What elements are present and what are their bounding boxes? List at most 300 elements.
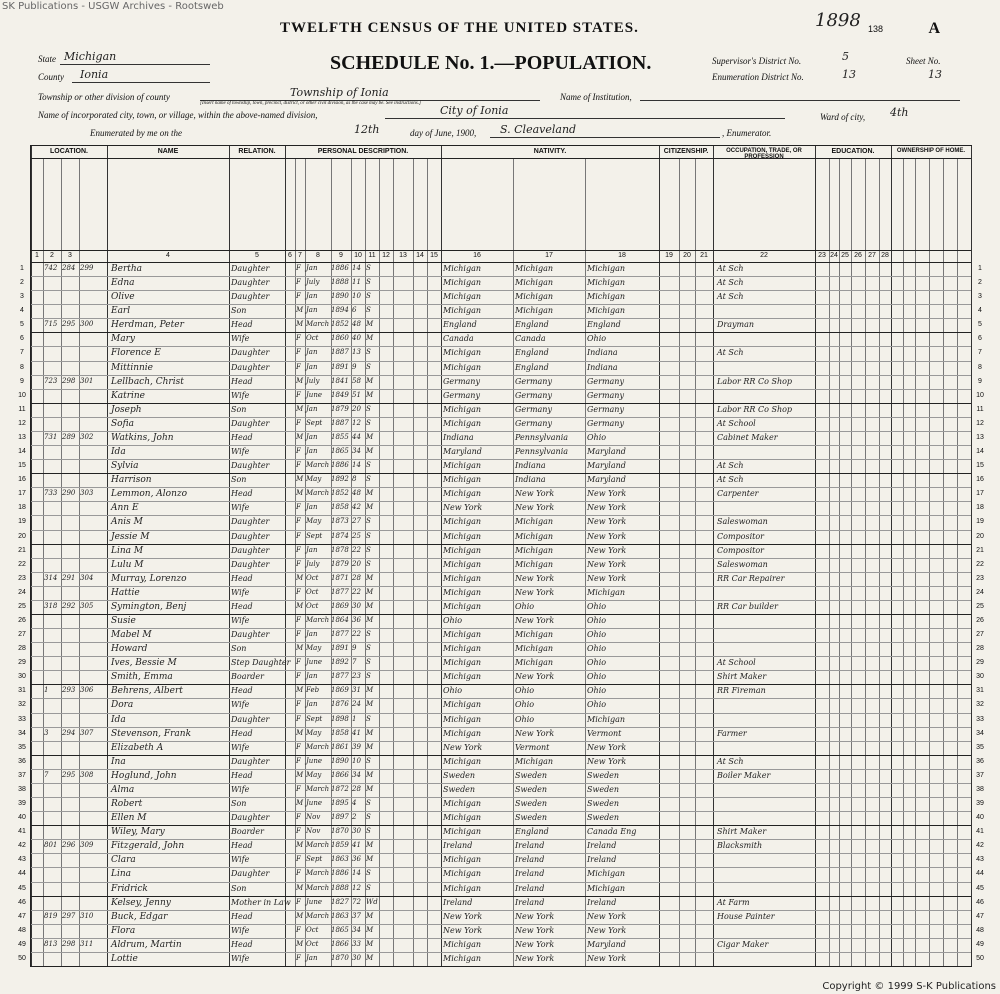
row-number: 32 xyxy=(976,701,984,709)
cell-occ: At Sch xyxy=(717,461,744,471)
row-number: 6 xyxy=(978,335,982,343)
cell-s: S xyxy=(366,306,371,315)
cell-year: 1827 xyxy=(331,897,349,906)
cell-house: 801 xyxy=(44,841,58,850)
cell-pob: Maryland xyxy=(443,447,482,457)
cell-pobf: Michigan xyxy=(515,278,553,288)
cell-pobm: Indiana xyxy=(587,348,618,358)
column-number: 3 xyxy=(68,252,72,259)
cell-age: 44 xyxy=(352,432,361,441)
cell-age: 10 xyxy=(352,292,361,301)
row-number: 31 xyxy=(976,687,984,695)
cell-rel: Head xyxy=(231,489,253,499)
row-number: 26 xyxy=(18,617,26,624)
cell-pob: Canada xyxy=(443,334,474,344)
cell-year: 1886 xyxy=(331,264,349,272)
cell-pobf: Ohio xyxy=(515,601,535,611)
row-number: 38 xyxy=(976,785,984,793)
cell-fam: 301 xyxy=(80,376,94,385)
cell-dwell: 294 xyxy=(62,728,76,737)
cell-sex: F xyxy=(296,869,301,878)
cell-s: M xyxy=(366,841,374,850)
column-number: 11 xyxy=(368,252,376,259)
row-number: 44 xyxy=(976,870,984,878)
cell-rel: Daughter xyxy=(231,362,270,372)
row-number: 47 xyxy=(976,912,984,920)
cell-year: 1863 xyxy=(331,911,349,920)
row-number: 43 xyxy=(18,856,26,864)
row-number: 33 xyxy=(18,715,26,723)
cell-s: M xyxy=(366,728,374,737)
cell-pobm: New York xyxy=(587,531,627,541)
cell-name: Edna xyxy=(111,278,135,289)
section-education: EDUCATION. xyxy=(831,148,875,155)
cell-pob: Michigan xyxy=(443,700,481,710)
cell-year: 1887 xyxy=(331,348,349,357)
cell-year: 1872 xyxy=(331,784,349,793)
row-number: 8 xyxy=(978,363,982,371)
cell-s: M xyxy=(366,742,374,751)
cell-age: 42 xyxy=(352,503,361,512)
cell-pobf: Vermont xyxy=(515,742,550,752)
row-number: 17 xyxy=(18,490,26,498)
cell-occ: Compositor xyxy=(717,545,764,555)
cell-rel: Wife xyxy=(231,784,250,794)
cell-name: Fridrick xyxy=(111,883,148,894)
column-number: 9 xyxy=(339,252,343,259)
cell-month: March xyxy=(306,742,330,751)
cell-month: June xyxy=(306,897,322,906)
cell-year: 1897 xyxy=(331,813,349,822)
cell-age: 24 xyxy=(352,700,361,709)
cell-pobm: Ohio xyxy=(587,432,607,442)
cell-fam: 306 xyxy=(80,686,94,695)
cell-sex: F xyxy=(296,348,301,357)
cell-name: Hattie xyxy=(111,587,140,598)
cell-month: May xyxy=(306,475,322,484)
cell-s: M xyxy=(366,616,374,624)
cell-pobm: Sweden xyxy=(587,799,620,809)
cell-name: Sofia xyxy=(111,418,134,429)
row-number: 30 xyxy=(18,673,26,681)
cell-year: 1870 xyxy=(331,827,349,836)
cell-year: 1877 xyxy=(331,630,349,639)
cell-occ: RR Car Repairer xyxy=(717,573,785,583)
cell-s: S xyxy=(366,517,371,526)
cell-year: 1849 xyxy=(331,390,349,399)
cell-sex: F xyxy=(296,813,301,822)
cell-rel: Son xyxy=(231,306,247,316)
cell-month: Jan xyxy=(306,404,318,413)
row-number: 16 xyxy=(976,476,984,484)
row-number: 19 xyxy=(976,518,984,526)
column-number: 21 xyxy=(700,252,708,259)
cell-rel: Son xyxy=(231,799,247,809)
cell-name: Watkins, John xyxy=(111,432,174,443)
row-number: 24 xyxy=(976,588,984,596)
cell-s: S xyxy=(366,461,371,470)
row-number: 50 xyxy=(976,954,984,962)
cell-pob: New York xyxy=(443,742,483,752)
cell-age: 30 xyxy=(352,953,361,962)
cell-month: Sept xyxy=(306,855,323,864)
cell-age: 7 xyxy=(352,658,357,667)
cell-s: S xyxy=(366,883,371,892)
cell-occ: Farmer xyxy=(717,728,747,738)
cell-name: Symington, Benj xyxy=(111,601,187,612)
cell-year: 1876 xyxy=(331,700,349,709)
cell-name: Harrison xyxy=(111,475,152,486)
cell-year: 1888 xyxy=(331,883,349,892)
cell-fam: 299 xyxy=(80,264,94,272)
state-value: Michigan xyxy=(64,50,117,63)
cell-sex: M xyxy=(296,432,304,441)
section-nativity: NATIVITY. xyxy=(533,148,567,155)
cell-rel: Wife xyxy=(231,334,250,344)
state-label: State xyxy=(38,54,56,64)
cell-month: June xyxy=(306,756,322,765)
row-number: 33 xyxy=(976,715,984,723)
column-number: 16 xyxy=(473,252,481,259)
cell-s: M xyxy=(366,447,374,456)
cell-pob: Michigan xyxy=(443,756,481,766)
cell-sex: M xyxy=(296,489,304,498)
cell-name: Herdman, Peter xyxy=(111,320,184,331)
cell-sex: F xyxy=(296,784,301,793)
cell-age: 25 xyxy=(352,531,361,540)
cell-occ: Cabinet Maker xyxy=(717,432,778,442)
cell-occ: Labor RR Co Shop xyxy=(717,376,793,386)
cell-rel: Daughter xyxy=(231,559,270,569)
cell-s: M xyxy=(366,770,374,779)
cell-sex: M xyxy=(296,376,304,385)
cell-rel: Head xyxy=(231,686,253,696)
cell-house: 318 xyxy=(44,601,58,610)
cell-s: M xyxy=(366,587,374,596)
cell-rel: Daughter xyxy=(231,545,270,555)
county-label: County xyxy=(38,72,64,82)
enum-district-label: Enumeration District No. xyxy=(712,72,804,82)
cell-year: 1866 xyxy=(331,939,349,948)
cell-rel: Step Daughter xyxy=(231,658,291,668)
cell-pob: Sweden xyxy=(443,770,476,780)
cell-name: Lina xyxy=(111,869,132,880)
cell-pobf: Michigan xyxy=(515,658,553,668)
row-number: 14 xyxy=(976,448,984,456)
cell-sex: F xyxy=(296,630,301,639)
cell-occ: Shirt Maker xyxy=(717,827,767,837)
cell-month: Jan xyxy=(306,292,318,301)
cell-name: Hoglund, John xyxy=(111,770,177,781)
cell-month: March xyxy=(306,841,330,850)
cell-age: 12 xyxy=(352,418,361,427)
row-number: 20 xyxy=(18,532,26,540)
row-number: 22 xyxy=(976,560,984,568)
cell-pobf: New York xyxy=(515,587,555,597)
cell-month: May xyxy=(306,728,322,737)
column-number: 20 xyxy=(683,252,691,259)
cell-pobf: Michigan xyxy=(515,756,553,766)
cell-s: M xyxy=(366,953,374,962)
row-number: 35 xyxy=(18,743,26,751)
cell-sex: F xyxy=(296,264,301,272)
cell-s: S xyxy=(366,672,371,681)
cell-month: Oct xyxy=(306,334,319,343)
cell-fam: 305 xyxy=(80,601,94,610)
row-number: 25 xyxy=(976,602,984,610)
cell-year: 1878 xyxy=(331,545,349,554)
cell-occ: RR Fireman xyxy=(717,686,766,696)
cell-name: Howard xyxy=(111,644,148,655)
cell-age: 22 xyxy=(352,630,361,639)
row-number: 19 xyxy=(18,518,26,526)
cell-year: 1859 xyxy=(331,841,349,850)
cell-sex: M xyxy=(296,799,304,808)
cell-name: Mabel M xyxy=(111,630,152,641)
cell-dwell: 293 xyxy=(62,686,76,695)
row-number: 12 xyxy=(18,419,26,427)
cell-pobf: Michigan xyxy=(515,292,553,302)
cell-age: 14 xyxy=(352,264,361,272)
cell-pob: Michigan xyxy=(443,475,481,485)
cell-rel: Son xyxy=(231,644,247,654)
cell-name: Sylvia xyxy=(111,461,139,472)
cell-pobm: Michigan xyxy=(587,278,625,288)
cell-name: Buck, Edgar xyxy=(111,911,168,922)
cell-age: 8 xyxy=(352,475,357,484)
row-number: 46 xyxy=(18,898,26,906)
year-note: 1898 xyxy=(815,10,861,31)
cell-sex: F xyxy=(296,587,301,596)
cell-month: Jan xyxy=(306,545,318,554)
cell-occ: At School xyxy=(717,658,756,668)
cell-pobf: Michigan xyxy=(515,264,553,273)
cell-s: S xyxy=(366,813,371,822)
cell-sex: F xyxy=(296,334,301,343)
cell-name: Dora xyxy=(111,700,134,711)
cell-sex: M xyxy=(296,686,304,695)
cell-rel: Boarder xyxy=(231,827,264,837)
cell-pobm: Ohio xyxy=(587,658,607,668)
cell-rel: Daughter xyxy=(231,461,270,471)
row-number: 7 xyxy=(20,349,24,357)
cell-sex: F xyxy=(296,658,301,667)
cell-rel: Daughter xyxy=(231,418,270,428)
cell-name: Bertha xyxy=(111,264,143,274)
cell-pobm: New York xyxy=(587,742,627,752)
cell-sex: M xyxy=(296,883,304,892)
cell-fam: 308 xyxy=(80,770,94,779)
cell-name: Kelsey, Jenny xyxy=(111,897,171,908)
row-number: 4 xyxy=(20,307,24,315)
cell-name: Fitzgerald, John xyxy=(111,841,185,852)
cell-occ: Saleswoman xyxy=(717,559,768,569)
section-ownership: OWNERSHIP OF HOME. xyxy=(896,148,966,154)
cell-occ: Boiler Maker xyxy=(717,770,771,780)
cell-s: S xyxy=(366,658,371,667)
cell-age: 14 xyxy=(352,869,361,878)
cell-pobf: Michigan xyxy=(515,517,553,527)
row-number: 40 xyxy=(976,814,984,822)
cell-pobm: Michigan xyxy=(587,869,625,879)
cell-pobf: Michigan xyxy=(515,644,553,654)
county-value: Ionia xyxy=(80,68,109,81)
row-number: 10 xyxy=(976,391,984,399)
cell-pobm: New York xyxy=(587,517,627,527)
cell-age: 23 xyxy=(352,672,361,681)
cell-s: S xyxy=(366,827,371,836)
cell-pobm: Ohio xyxy=(587,644,607,654)
cell-pobm: Germany xyxy=(587,376,624,386)
cell-year: 1898 xyxy=(331,714,349,723)
cell-year: 1874 xyxy=(331,531,349,540)
cell-pobm: Maryland xyxy=(587,461,626,471)
cell-sex: F xyxy=(296,559,301,568)
column-number: 5 xyxy=(255,252,259,259)
cell-s: S xyxy=(366,630,371,639)
row-number: 41 xyxy=(976,828,984,836)
cell-house: 715 xyxy=(44,320,58,329)
cell-rel: Head xyxy=(231,432,253,442)
cell-sex: F xyxy=(296,503,301,512)
row-number: 18 xyxy=(18,504,26,512)
cell-year: 1865 xyxy=(331,925,349,934)
cell-month: Jan xyxy=(306,700,318,709)
cell-month: May xyxy=(306,517,322,526)
cell-dwell: 290 xyxy=(62,489,76,498)
cell-pob: Michigan xyxy=(443,545,481,555)
cell-year: 1861 xyxy=(331,742,349,751)
cell-occ: Drayman xyxy=(717,320,755,330)
cell-month: Nov xyxy=(306,827,321,836)
cell-month: March xyxy=(306,911,330,920)
row-number: 1 xyxy=(20,265,24,272)
cell-pobm: Michigan xyxy=(587,306,625,316)
cell-name: Lemmon, Alonzo xyxy=(111,489,188,500)
cell-house: 819 xyxy=(44,911,58,920)
cell-age: 40 xyxy=(352,334,361,343)
supervisor-label: Supervisor's District No. xyxy=(712,56,802,66)
row-number: 8 xyxy=(20,363,24,371)
cell-rel: Head xyxy=(231,770,253,780)
row-number: 32 xyxy=(18,701,26,709)
cell-sex: F xyxy=(296,461,301,470)
cell-sex: F xyxy=(296,447,301,456)
cell-s: M xyxy=(366,503,374,512)
cell-rel: Head xyxy=(231,320,253,330)
cell-pobm: Maryland xyxy=(587,939,626,949)
row-number: 47 xyxy=(18,912,26,920)
cell-rel: Wife xyxy=(231,390,250,400)
cell-name: Wiley, Mary xyxy=(111,827,165,838)
cell-year: 1892 xyxy=(331,475,349,484)
cell-name: Smith, Emma xyxy=(111,672,173,683)
section-personal: PERSONAL DESCRIPTION. xyxy=(317,148,409,155)
cell-pobm: Michigan xyxy=(587,883,625,893)
cell-age: 28 xyxy=(352,784,361,793)
cell-dwell: 297 xyxy=(62,911,76,920)
ward-label: Ward of city, xyxy=(820,112,866,122)
cell-rel: Daughter xyxy=(231,756,270,766)
cell-pobm: Ireland xyxy=(587,897,617,907)
cell-pob: Michigan xyxy=(443,517,481,527)
cell-occ: Saleswoman xyxy=(717,517,768,527)
cell-rel: Daughter xyxy=(231,869,270,879)
cell-sex: F xyxy=(296,278,301,287)
cell-age: 9 xyxy=(352,644,357,653)
cell-s: S xyxy=(366,869,371,878)
cell-name: Ida xyxy=(111,447,126,458)
cell-sex: F xyxy=(296,362,301,371)
cell-rel: Daughter xyxy=(231,264,270,273)
row-number: 28 xyxy=(976,645,984,653)
row-number: 42 xyxy=(976,842,984,850)
cell-sex: M xyxy=(296,306,304,315)
cell-age: 28 xyxy=(352,573,361,582)
schedule-title: SCHEDULE No. 1.—POPULATION. xyxy=(330,52,652,74)
cell-name: Lina M xyxy=(111,545,144,556)
cell-pob: Michigan xyxy=(443,573,481,583)
cell-pobf: Indiana xyxy=(515,475,546,485)
row-number: 5 xyxy=(20,321,24,329)
cell-pobf: Sweden xyxy=(515,770,548,780)
cell-year: 1887 xyxy=(331,418,349,427)
cell-month: March xyxy=(306,616,330,624)
cell-year: 1864 xyxy=(331,616,349,624)
cell-age: 20 xyxy=(352,404,361,413)
cell-pobf: England xyxy=(515,348,549,358)
cell-name: Elizabeth A xyxy=(111,742,164,753)
cell-year: 1860 xyxy=(331,334,349,343)
column-number: 7 xyxy=(298,252,302,259)
row-number: 27 xyxy=(976,631,984,639)
cell-year: 1877 xyxy=(331,587,349,596)
row-number: 13 xyxy=(976,433,984,441)
cell-pob: Michigan xyxy=(443,728,481,738)
cell-month: June xyxy=(306,658,322,667)
row-number: 3 xyxy=(20,293,24,301)
row-number: 13 xyxy=(18,433,26,441)
column-number: 8 xyxy=(316,252,320,259)
cell-age: 58 xyxy=(352,376,361,385)
cell-year: 1886 xyxy=(331,869,349,878)
cell-name: Clara xyxy=(111,855,136,866)
cell-month: Oct xyxy=(306,601,319,610)
row-number: 44 xyxy=(18,870,26,878)
cell-rel: Son xyxy=(231,475,247,485)
cell-month: Jan xyxy=(306,432,318,441)
cell-occ: At Farm xyxy=(717,897,750,907)
row-number: 37 xyxy=(976,771,984,779)
row-number: 18 xyxy=(976,504,984,512)
cell-house: 742 xyxy=(44,264,58,272)
ward-value: 4th xyxy=(890,106,909,119)
cell-pobf: New York xyxy=(515,489,555,499)
cell-pobm: New York xyxy=(587,911,627,921)
enumerated-day: 12th xyxy=(354,123,380,136)
cell-pob: Germany xyxy=(443,376,480,386)
row-number: 49 xyxy=(976,940,984,948)
cell-dwell: 291 xyxy=(62,573,76,582)
cell-rel: Son xyxy=(231,883,247,893)
cell-sex: F xyxy=(296,672,301,681)
cell-pob: Germany xyxy=(443,390,480,400)
cell-year: 1890 xyxy=(331,292,349,301)
cell-year: 1870 xyxy=(331,953,349,962)
cell-occ: At School xyxy=(717,418,756,428)
cell-s: M xyxy=(366,855,374,864)
row-number: 35 xyxy=(976,743,984,751)
